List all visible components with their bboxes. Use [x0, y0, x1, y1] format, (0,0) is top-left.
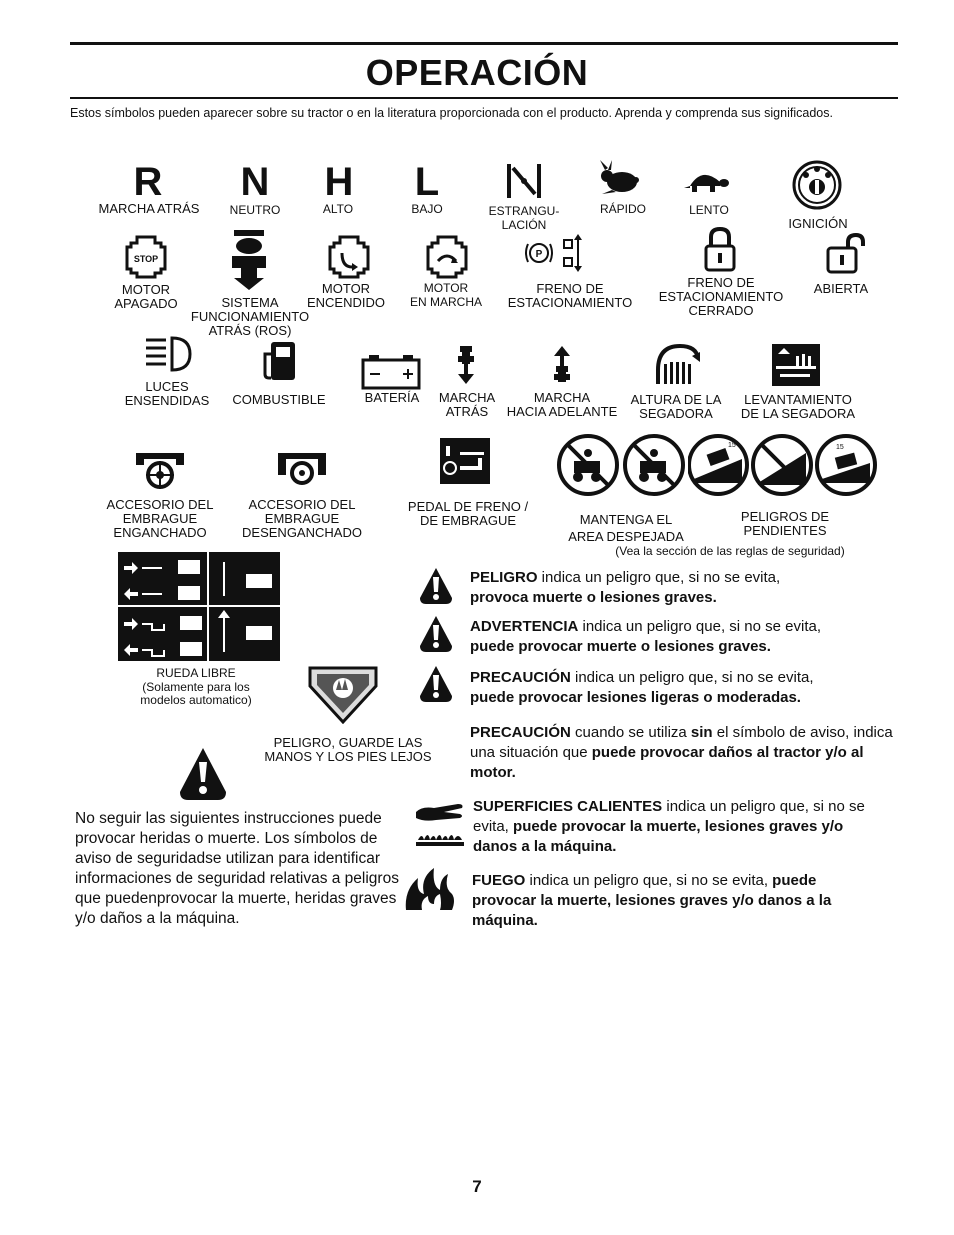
slope-number-2: 15: [836, 444, 844, 451]
superficies-definition: [473, 797, 873, 857]
precaucion2-sin: sin: [690, 724, 713, 741]
svg-text:P: P: [535, 249, 543, 260]
slope-hazard-icons: [688, 433, 878, 497]
low-l-glyph: L: [414, 160, 440, 204]
label-marcha-atras: MARCHA ATRÁS: [98, 201, 200, 216]
superficies-consequence: puede provocar la muerte, lesiones graves y/o danos a la máquina.: [473, 818, 844, 855]
label-combustible: COMBUSTIBLE: [232, 392, 326, 407]
fuego-text: indica un peligro que, si no se evita,: [525, 872, 773, 889]
label-lento: LENTO: [689, 203, 729, 217]
label-embrague-desenganchado: ACCESORIO DEL EMBRAGUE DESENGANCHADO: [242, 497, 362, 540]
label-motor-apagado: MOTOR APAGADO: [114, 282, 178, 311]
high-h-glyph: H: [324, 160, 354, 204]
label-vea-seccion: (Vea la sección de las reglas de seguridad): [615, 544, 845, 558]
label-guarde-manos: PELIGRO, GUARDE LAS MANOS Y LOS PIES LEJOS: [264, 735, 432, 764]
label-motor-encendido: MOTOR ENCENDIDO: [306, 281, 385, 310]
mower-lift-icon: [772, 344, 820, 386]
title-rule: [70, 97, 898, 99]
label-freno-cerrado: FRENO DE ESTACIONAMIENTO CERRADO: [658, 275, 784, 318]
forward-tractor-icon: [550, 344, 574, 386]
peligro-consequence: provoca muerte o lesiones graves.: [470, 589, 717, 606]
label-marcha-adelante: MARCHA HACIA ADELANTE: [506, 390, 618, 419]
fuego-definition: [472, 871, 872, 931]
neutral-n-glyph: N: [240, 160, 270, 204]
fire-icon: [404, 866, 458, 912]
label-marcha-atras-tractor: MARCHA ATRÁS: [438, 390, 496, 419]
ros-icon: [230, 228, 268, 292]
label-pendientes: PELIGROS DE PENDIENTES: [740, 509, 830, 538]
peligro-text: indica un peligro que, si no se evita,: [537, 569, 781, 586]
label-motor-en-marcha: MOTOR EN MARCHA: [409, 281, 482, 309]
brake-pedal-icon: [440, 438, 490, 484]
advertencia-consequence: puede provocar muerte o lesiones graves.: [470, 638, 771, 655]
label-altura-segadora: ALTURA DE LA SEGADORA: [630, 392, 722, 421]
mower-height-icon: [652, 340, 702, 386]
precaucion2-keyword: PRECAUCIÓN: [470, 724, 571, 741]
stop-text: STOP: [133, 254, 159, 264]
fuel-icon: [259, 340, 299, 382]
clutch-disengaged-icon: [274, 447, 330, 495]
precaucion-text: indica un peligro que, si no se evita,: [570, 669, 814, 686]
label-alto: ALTO: [322, 202, 354, 216]
choke-icon: [504, 162, 544, 200]
advertencia-keyword: ADVERTENCIA: [470, 618, 579, 635]
reverse-r-glyph: R: [133, 160, 163, 204]
label-neutro: NEUTRO: [229, 203, 281, 217]
precaucion-consequence: puede provocar lesiones ligeras o moderadas.: [470, 689, 801, 706]
label-ignicion: IGNICIÓN: [788, 216, 848, 231]
precaucion-definition: [470, 668, 890, 708]
headlights-icon: [144, 334, 194, 374]
peligro-definition: [470, 568, 890, 608]
label-bateria: BATERÍA: [364, 390, 420, 405]
precaucion-keyword: PRECAUCIÓN: [470, 669, 571, 686]
reverse-tractor-icon: [454, 344, 478, 386]
precaucion-alert-icon: [418, 664, 454, 704]
label-bajo: BAJO: [411, 202, 443, 216]
locked-brake-icon: [704, 226, 736, 272]
top-rule: [70, 42, 898, 45]
hands-feet-warning-icon: [308, 666, 378, 724]
ignition-icon: [792, 160, 842, 210]
freewheel-diagram: [118, 552, 280, 661]
label-embrague-enganchado: ACCESORIO DEL EMBRAGUE ENGANCHADO: [106, 497, 214, 540]
fuego-consequence: puede provocar la muerte, lesiones graves y/o danos a la máquina.: [472, 872, 832, 929]
label-abierta: ABIERTA: [813, 281, 869, 296]
label-rapido: RÁPIDO: [599, 202, 646, 216]
precaucion-sin-definition: [470, 723, 895, 783]
unlocked-brake-icon: [826, 232, 866, 274]
precaucion2-text-1: cuando se utiliza: [570, 724, 691, 741]
label-rueda-libre: RUEDA LIBRE (Solamente para los modelos automatico): [140, 666, 252, 707]
peligro-keyword: PELIGRO: [470, 569, 538, 586]
superficies-text: indica un peligro que, si no se evita,: [473, 798, 865, 835]
label-levantamiento: LEVANTAMIENTO DE LA SEGADORA: [740, 392, 856, 421]
superficies-keyword: SUPERFICIES CALIENTES: [473, 798, 663, 815]
engine-run-icon: [426, 235, 468, 279]
safety-instructions-paragraph: No seguir las siguientes instrucciones puede provocar heridas o muerte. Los símbolos de aviso de seguridadse utilizan para identificar informaciones de seguridad relativas a peligros que puedenprovocar la muerte, heridas graves y/o daños a la máquina.: [75, 810, 399, 927]
advertencia-alert-icon: [418, 614, 454, 654]
label-pedal-freno: PEDAL DE FRENO / DE EMBRAGUE: [407, 499, 529, 528]
label-estrangulacion: ESTRANGU- LACIÓN: [488, 204, 560, 232]
battery-icon: [361, 354, 421, 390]
slope-number-1: 15: [728, 442, 736, 449]
fuego-keyword: FUEGO: [472, 872, 526, 889]
advertencia-text: indica un peligro que, si no se evita,: [578, 618, 821, 635]
page-title: OPERACIÓN: [365, 52, 589, 93]
rabbit-icon: [598, 160, 642, 196]
label-freno-estacionamiento: FRENO DE ESTACIONAMIENTO: [507, 281, 633, 310]
advertencia-definition: [470, 617, 890, 657]
precaucion2-consequence: puede provocar daños al tractor y/o al motor.: [470, 744, 864, 781]
page-number: 7: [472, 1177, 482, 1196]
turtle-icon: [682, 166, 730, 194]
safety-alert-icon: [178, 746, 228, 802]
intro-paragraph: Estos símbolos pueden aparecer sobre su tractor o en la literatura proporcionada con el producto. Aprenda y comprenda sus significados.: [70, 106, 833, 120]
label-luces: LUCES ENSENDIDAS: [124, 379, 210, 408]
keep-area-clear-icons: [556, 433, 688, 497]
clutch-engaged-icon: [132, 447, 188, 495]
label-area-despejada: MANTENGA EL AREA DESPEJADA: [568, 512, 684, 544]
parking-brake-icon: [524, 232, 584, 274]
label-ros: SISTEMA FUNCIONAMIENTO ATRÁS (ROS): [190, 295, 310, 338]
precaucion2-text-2: el símbolo de aviso, indica una situación que: [470, 724, 893, 761]
engine-start-icon: [328, 235, 370, 279]
hot-surface-icon: [414, 800, 466, 848]
peligro-alert-icon: [418, 566, 454, 606]
engine-stop-icon: [125, 235, 167, 279]
